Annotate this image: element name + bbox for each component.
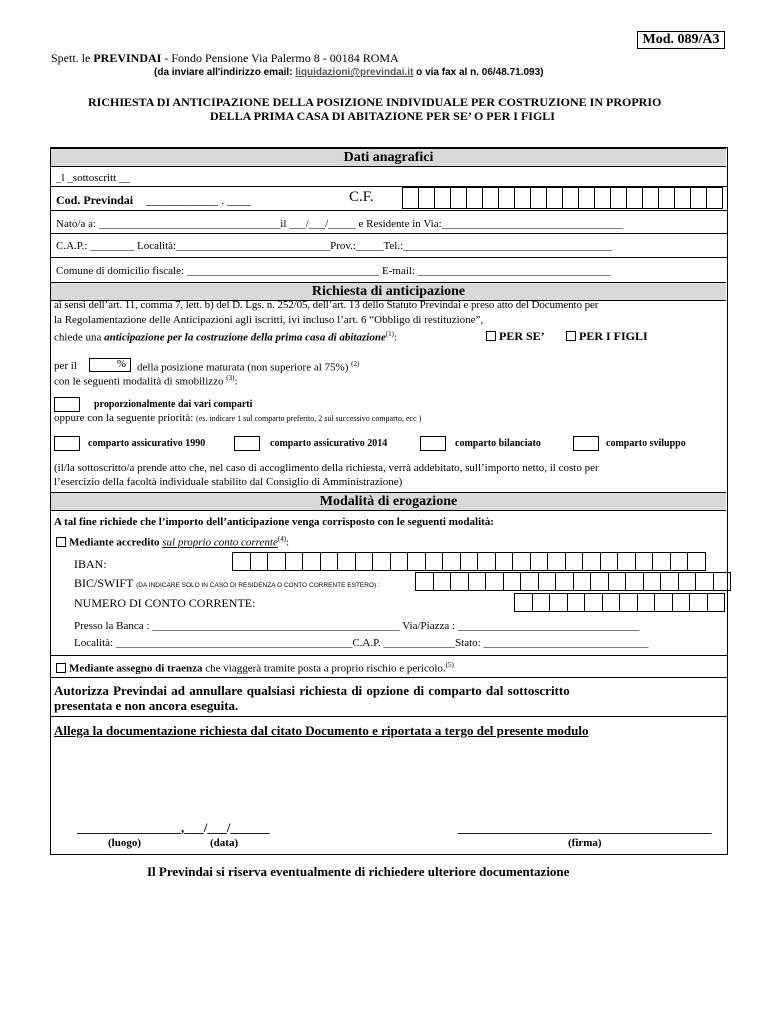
bic-line [74,576,380,591]
checkbox-icon[interactable] [486,331,496,341]
recipient-line [51,51,399,66]
send-suffix: o via fax al n. 06/48.71.093) [413,67,544,78]
cap-localita-field[interactable]: C.A.P.: ________ Località:____________________________Prov.:_____Tel.:______________________________________ [56,240,613,252]
divider [51,210,727,211]
send-email-link[interactable]: liquidazioni@previndai.it [295,67,414,78]
option-per-se-label: PER SE’ [499,329,545,343]
comparto-sviluppo-box[interactable] [573,436,599,451]
accredito-prefix: Mediante accredito [69,536,160,549]
divider [51,677,727,678]
assegno-suffix: che viaggerà tramite posta a proprio rischio e pericolo. [202,662,446,675]
richiesta-line3 [54,330,397,344]
allega-text: Allega la documentazione richiesta dal citato Documento e riportata a tergo del presente modulo [54,723,589,738]
costo-note-line2: l’esercizio della facoltà individuale stabilito dal Consiglio di Amministrazione) [54,476,403,488]
note-5: (5) [445,661,454,669]
send-instructions [154,67,543,78]
form-code: Mod. 089/A3 [642,32,720,47]
comparto-2014-label: comparto assicurativo 2014 [270,438,388,449]
note-1: (1) [385,330,395,338]
form-title-line2: DELLA PRIMA CASA DI ABITAZIONE PER SE’ O PER I FIGLI [210,109,555,123]
place-date-field[interactable]: ________________,___/___/______ [77,820,270,835]
nato-residente-field[interactable]: Nato/a a: _________________________________il ___/___/_____ e Residente in Via:_________________________________ [56,218,624,230]
comparto-1990-label: comparto assicurativo 1990 [88,438,206,449]
richiesta-line2: la Regolamentazione delle Anticipazioni agli iscritti, ivi incluso l’art. 6 “Obbligo di restituzione”, [54,314,484,326]
form-title-line1: RICHIESTA DI ANTICIPAZIONE DELLA POSIZIONE INDIVIDUALE PER COSTRUZIONE IN PROPRIO [88,95,662,109]
recipient-address: - Fondo Pensione Via Palermo 8 - 00184 ROMA [161,51,399,65]
cod-previndai-field[interactable]: ____________ . ____ [146,193,251,207]
bic-cells[interactable] [415,572,731,591]
percent-input[interactable] [89,358,131,372]
conto-cells[interactable] [514,593,725,612]
richiesta-line1: ai sensi dell’art. 11, comma 7, lett. b) del D. Lgs. n. 252/05, dell’art. 13 dello Statuto Previndai e preso atto del Documento per [54,299,599,311]
modalita-text: con le seguenti modalità di smobilizzo [54,375,224,388]
option-per-i-figli[interactable] [566,329,648,344]
modalita-colon: : [234,375,238,388]
assegno-option[interactable] [56,661,454,675]
proporzionale-checkbox[interactable] [54,397,80,412]
option-per-se[interactable] [486,329,545,344]
localita-field[interactable]: Località: ___________________________________________C.A.P. _____________Stato: ______________________________ [74,637,649,649]
send-prefix: (da inviare all'indirizzo email: [154,67,296,78]
firma-label: (firma) [568,837,602,849]
footer-note: Il Previndai si riserva eventualmente di richiedere ulteriore documentazione [147,864,570,879]
cf-label: C.F. [349,189,374,205]
signature-field[interactable]: _______________________________________ [458,820,712,835]
priorita-line [54,412,421,424]
cod-previndai-label: Cod. Previndai [56,193,134,207]
erogazione-header: Modalità di erogazione [51,492,726,511]
assegno-prefix: Mediante assegno di traenza [69,662,203,675]
data-label: (data) [210,837,239,849]
divider [51,233,727,234]
comparto-2014-box[interactable] [234,436,260,451]
modalita-line [54,374,238,388]
luogo-label: (luogo) [108,837,141,849]
autorizza-line1: Autorizza Previndai ad annullare qualsiasi richiesta di opzione di comparto dal sottoscritto [54,683,570,698]
bic-label: BIC/SWIFT [74,576,134,590]
richiesta-header: Richiesta di anticipazione [51,282,726,301]
accredito-option[interactable] [56,535,289,549]
recipient-prefix: Spett. le [51,51,94,65]
richiesta-line3-emph: anticipazione per la costruzione della prima casa di abitazione [104,331,386,344]
bic-hint: (DA INDICARE SOLO IN CASO DI RESIDENZA O CONTO CORRENTE ESTERO) : [136,582,380,589]
proporzionale-label: proporzionalmente dai vari comparti [94,399,253,410]
checkbox-icon[interactable] [56,537,66,547]
percent-suffix-line [137,360,359,374]
costo-note-line1: (il/la sottoscritto/a prende atto che, nel caso di accoglimento della richiesta, verrà addebitato, sull’importo netto, il costo per [54,462,599,474]
comune-email-field[interactable]: Comune di domicilio fiscale: ___________________________________ E-mail: ___________________________________ [56,265,611,277]
note-2: (2) [351,360,360,368]
divider [51,716,727,717]
iban-label: IBAN: [74,557,107,571]
banca-field[interactable]: Presso la Banca : _____________________________________________ Via/Piazza : _________________________________ [74,620,640,632]
richiesta-line3-prefix: chiede una [54,331,105,344]
autorizza-line2: presentata e non ancora eseguita. [54,698,239,713]
comparto-sviluppo-label: comparto sviluppo [606,438,686,449]
note-4: (4) [277,535,287,543]
checkbox-icon[interactable] [56,663,66,673]
note-3: (3) [226,374,235,382]
erogazione-intro: A tal fine richiede che l’importo dell’anticipazione venga corrisposto con le seguenti modalità: [54,516,494,528]
percent-sign: % [116,358,126,370]
percent-suffix: della posizione maturata (non superiore al 75%) [137,361,349,374]
comparto-bilanciato-box[interactable] [420,436,446,451]
recipient-name: PREVINDAI [93,51,162,65]
priorita-text: oppure con la seguente priorità: [54,412,194,424]
iban-cells[interactable] [232,552,706,571]
conto-label: NUMERO DI CONTO CORRENTE: [74,596,256,610]
divider [51,257,727,258]
cf-cells[interactable] [402,187,723,209]
sottoscritto-field[interactable]: _l _sottoscritt __ [56,172,130,184]
priorita-hint: (es. indicare 1 sul comparto preferito, 2 sul successivo comparto, ecc ) [196,414,422,423]
comparto-1990-box[interactable] [54,436,80,451]
form-code-box [637,31,725,49]
checkbox-icon[interactable] [566,331,576,341]
accredito-emph: sul proprio conto corrente [162,536,278,549]
divider [51,655,727,656]
comparto-bilanciato-label: comparto bilanciato [455,438,541,449]
percent-prefix: per il [54,360,77,372]
accredito-colon: : [286,536,290,549]
option-per-i-figli-label: PER I FIGLI [579,329,648,343]
anagrafici-header: Dati anagrafici [51,148,726,167]
richiesta-line3-colon: : [394,331,398,344]
